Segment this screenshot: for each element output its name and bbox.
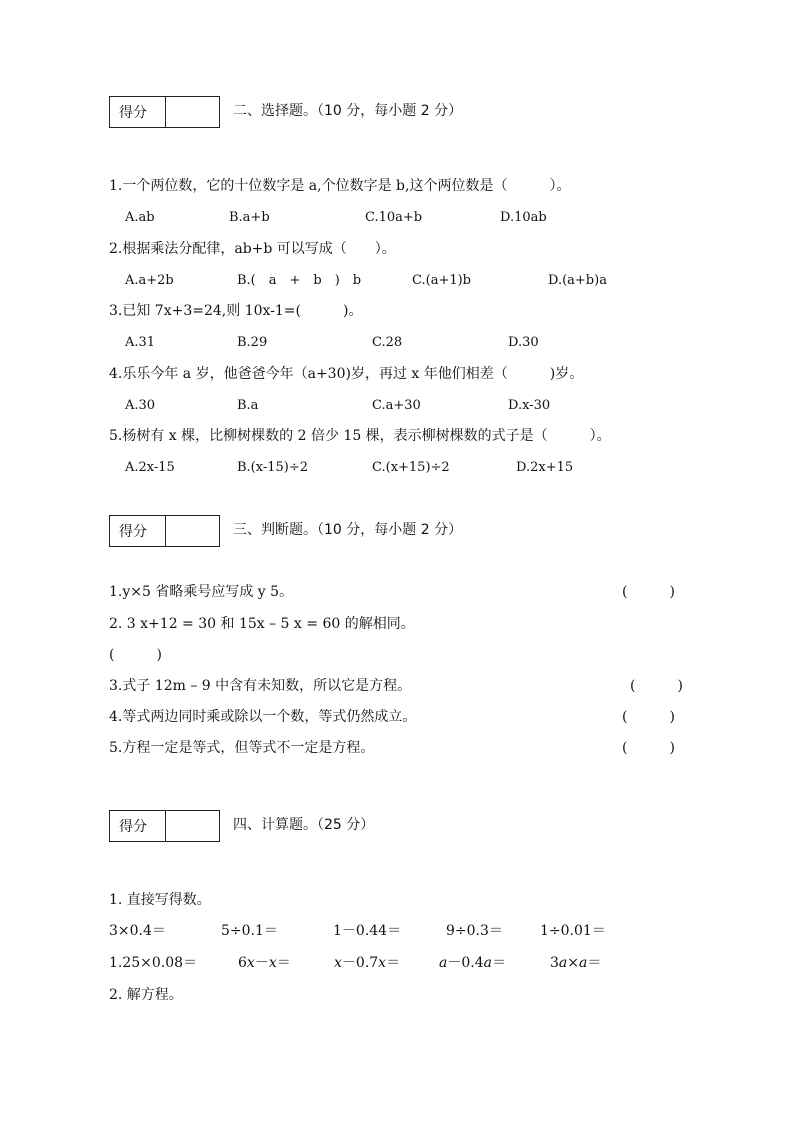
calc-subtitle-2: 2. 解方程。 <box>109 987 183 1003</box>
option-2-3-a: A.31 <box>125 335 156 350</box>
option-2-5-c: C.(x+15)÷2 <box>372 460 450 475</box>
calc-expression-part: a <box>483 955 492 971</box>
calc-expression-part: ＝ <box>276 955 291 971</box>
calc-item-8 <box>334 956 400 970</box>
option-2-4-c: C.a+30 <box>372 398 421 413</box>
section-4-title: 四、计算题。（25 分） <box>233 817 375 833</box>
calc-expression-part: － <box>254 955 269 971</box>
option-2-1-b: B.a+b <box>229 210 270 225</box>
calc-expression-part: x <box>378 955 387 971</box>
judgment-4: 4.等式两边同时乘或除以一个数，等式仍然成立。 <box>109 709 417 725</box>
option-2-1-c: C.10a+b <box>365 210 423 225</box>
option-2-5-a: A.2x-15 <box>125 460 175 475</box>
judgment-4-bracket[interactable]: ( ) <box>622 709 675 725</box>
calc-expression-part: ＝ <box>491 955 506 971</box>
calc-item-2: 5÷0.1＝ <box>221 923 278 939</box>
judgment-5-bracket[interactable]: ( ) <box>622 740 675 756</box>
option-2-2-a: A.a+2b <box>125 273 174 288</box>
calc-subtitle-1: 1. 直接写得数。 <box>109 892 211 908</box>
judgment-3-bracket[interactable]: ( ) <box>630 678 683 694</box>
calc-expression-part: ＝ <box>587 955 602 971</box>
judgment-1-bracket[interactable]: ( ) <box>622 584 675 600</box>
option-2-3-b: B.29 <box>237 335 268 350</box>
score-blank[interactable] <box>166 516 219 546</box>
score-box-section-2 <box>109 96 220 128</box>
calc-expression-part: a <box>439 955 448 971</box>
calc-item-1: 3×0.4＝ <box>109 923 166 939</box>
calc-expression-part: a <box>558 955 568 971</box>
section-3-title: 三、判断题。（10 分，每小题 2 分） <box>233 522 463 538</box>
score-label: 得分 <box>110 516 166 546</box>
calc-expression-part: 6 <box>238 955 247 971</box>
option-2-5-b: B.(x-15)÷2 <box>237 460 309 475</box>
option-2-2-d: D.(a+b)a <box>548 273 607 288</box>
question-2-5: 5.杨树有 x 棵，比柳树棵数的 2 倍少 15 棵，表示柳树棵数的式子是（ ）。 <box>109 428 611 444</box>
section-2-title: 二、选择题。（10 分，每小题 2 分） <box>233 103 463 119</box>
calc-expression-part: × <box>567 955 580 971</box>
score-box-section-3 <box>109 515 220 547</box>
question-2-4: 4.乐乐今年 a 岁，他爸爸今年（a+30)岁，再过 x 年他们相差（ )岁。 <box>109 366 584 382</box>
judgment-2-bracket[interactable]: ( ) <box>109 647 162 663</box>
question-2-3: 3.已知 7x+3=24,则 10x-1=( )。 <box>109 303 363 319</box>
calc-expression-part: ＝ <box>386 955 401 971</box>
calc-item-6 <box>109 956 197 970</box>
option-2-1-a: A.ab <box>125 210 155 225</box>
question-2-2: 2.根据乘法分配律，ab+b 可以写成（ ）。 <box>109 241 396 257</box>
judgment-5: 5.方程一定是等式，但等式不一定是方程。 <box>109 740 375 756</box>
calc-expression-part: －0.7 <box>341 955 379 971</box>
calc-expression-part: －0.4 <box>447 955 484 971</box>
calc-item-4: 9÷0.3＝ <box>446 923 503 939</box>
score-blank[interactable] <box>166 97 219 127</box>
judgment-2: 2. 3 x+12 = 30 和 15x – 5 x = 60 的解相同。 <box>109 616 415 632</box>
calc-expression-part: a <box>579 955 588 971</box>
judgment-1: 1.y×5 省略乘号应写成 y 5。 <box>109 584 294 600</box>
option-2-2-c: C.(a+1)b <box>412 273 471 288</box>
calc-item-10 <box>550 956 601 970</box>
option-2-3-d: D.30 <box>508 335 539 350</box>
calc-expression-part: 3 <box>550 955 559 971</box>
option-2-4-a: A.30 <box>125 398 156 413</box>
calc-item-5: 1÷0.01＝ <box>540 923 606 939</box>
option-2-4-d: D.x-30 <box>508 398 551 413</box>
option-2-3-c: C.28 <box>372 335 403 350</box>
calc-item-3: 1－0.44＝ <box>333 923 402 939</box>
score-blank[interactable] <box>166 811 219 841</box>
score-label: 得分 <box>110 811 166 841</box>
calc-expression-part: x <box>246 955 255 971</box>
option-2-5-d: D.2x+15 <box>516 460 574 475</box>
calc-item-7 <box>238 956 291 970</box>
calc-expression-part: 1.25×0.08＝ <box>109 955 198 971</box>
calc-expression-part: x <box>268 955 277 971</box>
option-2-4-b: B.a <box>237 398 259 413</box>
calc-item-9 <box>439 956 506 970</box>
question-2-1: 1.一个两位数，它的十位数字是 a,个位数字是 b,这个两位数是（ ）。 <box>109 178 571 194</box>
option-2-1-d: D.10ab <box>500 210 547 225</box>
score-label: 得分 <box>110 97 166 127</box>
judgment-3: 3.式子 12m – 9 中含有未知数，所以它是方程。 <box>109 678 412 694</box>
option-2-2-b: B.( a + b ) b <box>237 273 362 288</box>
calc-expression-part: x <box>334 955 342 971</box>
score-box-section-4 <box>109 810 220 842</box>
